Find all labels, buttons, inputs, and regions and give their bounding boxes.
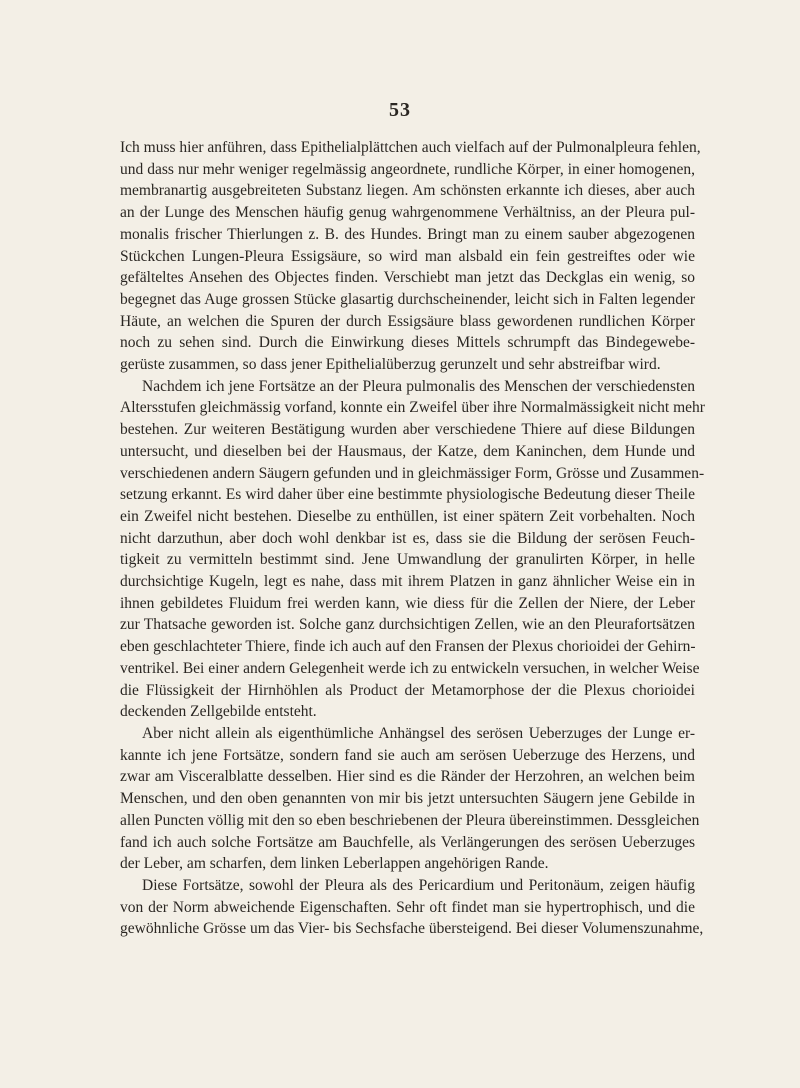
text-line: kannte ich jene Fortsätze, sondern fand sie auch am serösen Ueberzuge des Herzens, und: [120, 746, 695, 764]
text-line: an der Lunge des Menschen häufig genug wahrgenommene Verhältniss, an der Pleura pul-: [120, 204, 695, 222]
text-line: Aber nicht allein als eigenthümliche Anhängsel des serösen Ueberzuges der Lunge er-: [142, 724, 695, 742]
text-line: allen Puncten völlig mit den so eben beschriebenen der Pleura übereinstimmen. Dessgleichen: [120, 811, 700, 829]
page-number: 53: [389, 99, 411, 121]
text-line: ventrikel. Bei einer andern Gelegenheit werde ich zu entwickeln versuchen, in welcher Weise: [120, 659, 700, 677]
text-line: zwar am Visceralblatte desselben. Hier sind es die Ränder der Herzohren, an welchen beim: [120, 768, 695, 786]
text-line: Diese Fortsätze, sowohl der Pleura als des Pericardium und Peritonäum, zeigen häufig: [142, 876, 695, 894]
text-line: Altersstufen gleichmässig vorfand, konnte ein Zweifel über ihre Normalmässigkeit nicht mehr: [120, 399, 705, 417]
text-line: setzung erkannt. Es wird daher über eine bestimmte physiologische Bedeutung dieser Theile: [120, 486, 695, 504]
text-line: monalis frischer Thierlungen z. B. des Hundes. Bringt man zu einem sauber abgezogenen: [120, 225, 695, 243]
text-line: Stückchen Lungen-Pleura Essigsäure, so wird man alsbald ein fein gestreiftes oder wie: [120, 247, 695, 265]
text-line: nicht darzuthun, aber doch wohl denkbar ist es, dass sie die Bildung der serösen Feuch-: [120, 529, 695, 547]
text-line: Ich muss hier anführen, dass Epithelialplättchen auch vielfach auf der Pulmonalpleura fehlen,: [120, 139, 701, 156]
text-line: verschiedenen andern Säugern gefunden und in gleichmässiger Form, Grösse und Zusammen-: [120, 464, 705, 482]
text-line: eben geschlachteter Thiere, finde ich auch auf den Fransen der Plexus chorioidei der Gehirn-: [120, 638, 696, 656]
text-line: untersucht, und dieselben bei der Hausmaus, der Katze, dem Kaninchen, dem Hunde und: [120, 442, 695, 460]
text-line: ihnen gebildetes Fluidum frei werden kann, wie diess für die Zellen der Niere, der Leber: [120, 594, 695, 612]
text-line: noch zu sehen sind. Durch die Einwirkung dieses Mittels schrumpft das Bindegewebe-: [120, 334, 695, 352]
text-line: gerüste zusammen, so dass jener Epithelialüberzug gerunzelt und sehr abstreifbar wird.: [120, 356, 661, 374]
text-line: gewöhnliche Grösse um das Vier- bis Sechsfache übersteigend. Bei dieser Volumenszunahme,: [120, 920, 704, 938]
text-line: der Leber, am scharfen, dem linken Leberlappen angehörigen Rande.: [120, 855, 549, 873]
text-line: und dass nur mehr weniger regelmässig angeordnete, rundliche Körper, in einer homogenen,: [120, 160, 695, 178]
text-line: Häute, an welchen die Spuren der durch Essigsäure blass gewordenen rundlichen Körper: [120, 312, 695, 330]
text-line: fand ich auch solche Fortsätze am Bauchfelle, als Verlängerungen des serösen Ueberzuges: [120, 833, 695, 851]
text-line: gefälteltes Ansehen des Objectes finden. Verschiebt man jetzt das Deckglas ein wenig, so: [120, 269, 695, 287]
text-line: membranartig ausgebreiteten Substanz liegen. Am schönsten erkannte ich dieses, aber auch: [120, 182, 695, 200]
text-line: begegnet das Auge grossen Stücke glasartig durchscheinender, leicht sich in Falten legender: [120, 290, 695, 308]
text-line: durchsichtige Kugeln, legt es nahe, dass mit ihrem Platzen in ganz ähnlicher Weise ein in: [120, 573, 695, 591]
text-line: Nachdem ich jene Fortsätze an der Pleura pulmonalis des Menschen der verschiedensten: [142, 377, 695, 395]
text-line: Menschen, und den oben genannten von mir bis jetzt untersuchten Säugern jene Gebilde in: [120, 790, 695, 808]
text-line: ein Zweifel nicht bestehen. Dieselbe zu enthüllen, ist einer spätern Zeit vorbehalten. Noch: [120, 507, 695, 525]
text-line: zur Thatsache geworden ist. Solche ganz durchsichtigen Zellen, wie an den Pleurafortsätzen: [120, 616, 695, 634]
text-line: bestehen. Zur weiteren Bestätigung wurden aber verschiedene Thiere auf diese Bildungen: [120, 421, 695, 439]
text-line: tigkeit zu vermitteln bestimmt sind. Jene Umwandlung der granulirten Körper, in helle: [120, 551, 695, 569]
text-line: die Flüssigkeit der Hirnhöhlen als Product der Metamorphose der die Plexus chorioidei: [120, 681, 695, 699]
text-line: von der Norm abweichende Eigenschaften. Sehr oft findet man sie hypertrophisch, und die: [120, 898, 695, 916]
body-text: [120, 137, 705, 940]
text-line: deckenden Zellgebilde entsteht.: [120, 703, 317, 721]
